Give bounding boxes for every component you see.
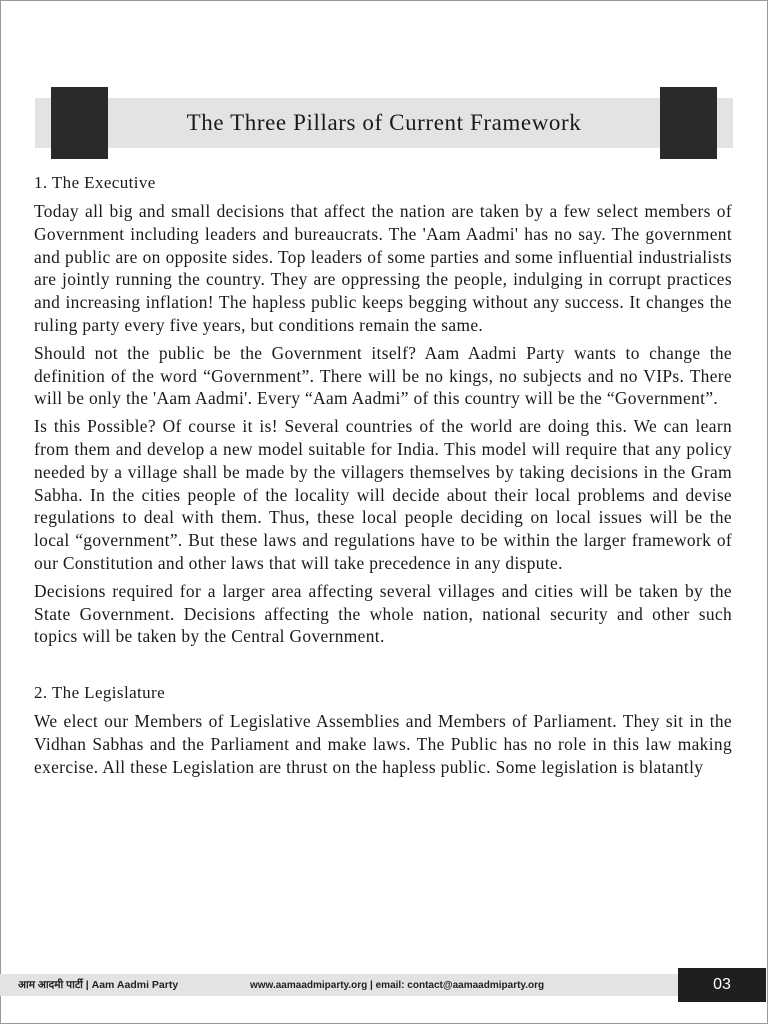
- section-heading: 1. The Executive: [34, 173, 156, 192]
- paragraph: Should not the public be the Government itself? Aam Aadmi Party wants to change the definition of the word “Government”. There will be no kings, no subjects and no VIPs. There will be only the 'Aam Aadmi'. Every “Aam Aadmi” of this country will be the “Government”.: [34, 342, 732, 409]
- page-number: 03: [678, 968, 766, 1002]
- section-executive: [34, 171, 732, 648]
- main-content: [34, 171, 732, 784]
- paragraph: Decisions required for a larger area affecting several villages and cities will be taken by the State Government. Decisions affecting the whole nation, national security and other such topics will be taken by the Central Government.: [34, 580, 732, 647]
- paragraph: Is this Possible? Of course it is! Several countries of the world are doing this. We can learn from them and develop a new model suitable for India. This model will require that any policy needed by a village shall be made by the villagers themselves by taking decisions in the Gram Sabha. In the cities people of the locality will decide about their local problems and devise regulations to deal with them. Thus, these local people deciding on local issues will be the local “government”. But these laws and regulations have to be within the larger framework of our Constitution and other laws that will take precedence in any dispute.: [34, 416, 732, 573]
- footer-party-name: आम आदमी पार्टी | Aam Aadmi Party: [18, 979, 179, 991]
- paragraph: Today all big and small decisions that affect the nation are taken by a few select members of Government including leaders and bureaucrats. The 'Aam Aadmi' has no say. The government and public are on opposite sides. Top leaders of some parties and some influential industrialists are jointly running the country. They are oppressing the people, indulging in corrupt practices and increasing inflation! The hapless public keeps begging without any success. It changes the ruling party every five years, but conditions remain the same.: [34, 201, 732, 335]
- page-title: The Three Pillars of Current Framework: [186, 110, 582, 135]
- title-decoration-right: [660, 87, 717, 159]
- footer-contact: www.aamaadmiparty.org | email: contact@aamaadmiparty.org: [250, 979, 545, 991]
- section-heading: 2. The Legislature: [34, 683, 166, 703]
- section-spacer: [34, 653, 732, 681]
- title-decoration-left: [51, 87, 108, 159]
- section-legislature: [34, 681, 732, 778]
- paragraph: We elect our Members of Legislative Assemblies and Members of Parliament. They sit in the Vidhan Sabhas and the Parliament and make laws. The Public has no role in this law making exercise. All these Legislation are thrust on the hapless public. Some legislation is blatantly: [34, 711, 732, 777]
